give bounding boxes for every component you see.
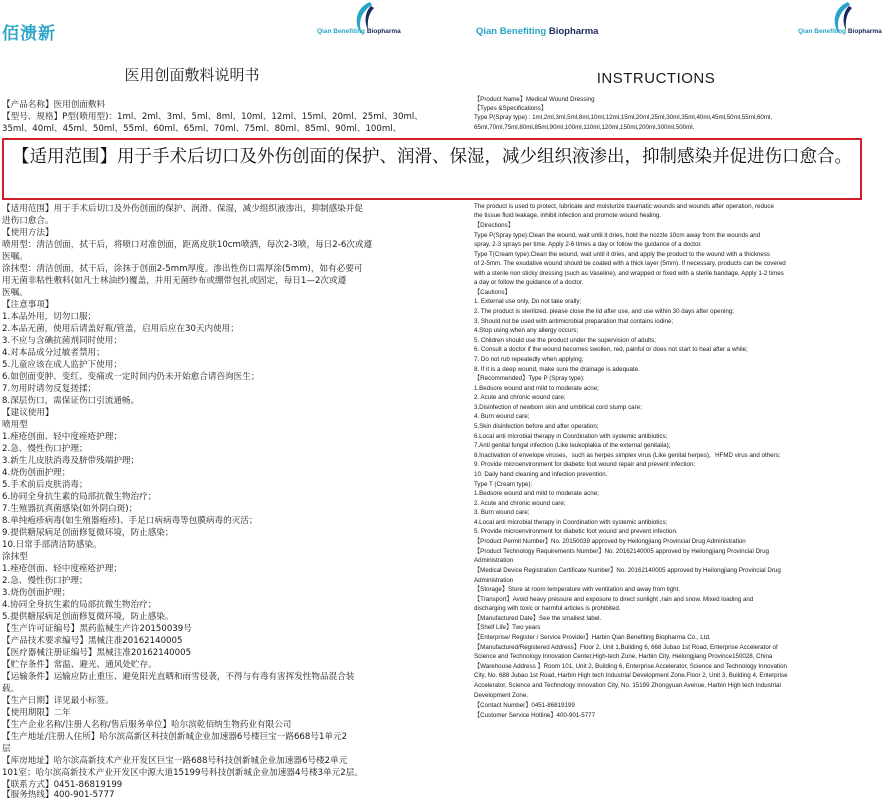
text-line: 2. Acute and chronic wound care; — [474, 500, 566, 507]
text-line: 进伤口愈合。 — [2, 216, 54, 226]
text-line: 7.Anti genital fungal infection (Like leukoplakia of the external genitalia); — [474, 442, 671, 449]
text-line: 9.提供糖尿病足创面修复微环境，防止感染； — [2, 528, 174, 538]
callout-text: 【适用范围】用于手术后切口及外伤创面的保护、润滑、保湿，减少组织液渗出，抑制感染并促进伤口愈合。 — [12, 147, 852, 167]
text-line: 1. External use only, Do not take orally; — [474, 298, 582, 305]
text-line: 【Medical Device Registration Certificate Number】No. 20162140005 approved by Heilongjiang Provincial Drug — [474, 567, 781, 574]
text-line: Type T (Cream type): — [474, 481, 533, 488]
text-line: 4.协同全身抗生素的局部抗微生物治疗； — [2, 600, 157, 610]
company-logo-right — [798, 0, 882, 42]
text-line: 【运输条件】运输应防止重压、避免阳光直晒和雨雪侵袭，不得与有毒有害挥发性物品混合装 — [2, 672, 355, 682]
text-line: 5.提供糖尿病足创面修复微环境，防止感染。 — [2, 612, 174, 622]
text-line: 【贮存条件】常温、避光、通风处贮存。 — [2, 660, 157, 670]
text-line: 6. Consult a doctor if the wound becomes swollen, red, painful or does not start to heal after a while; — [474, 346, 748, 353]
logo-suffix: Biopharma — [366, 28, 401, 35]
text-line: 【Storage】Store at room temperature with ventilation and away from light. — [474, 586, 681, 593]
text-line: spray. 2-3 sprays per time. Apply 2-6 times a day or follow the guidance of a doctor. — [474, 241, 702, 248]
text-line: 7.生殖器抗真菌感染(如外阴白斑)； — [2, 504, 138, 514]
text-line: 1.本品外用，切勿口服； — [2, 312, 97, 322]
text-line: Type P(Spray type):Clean the wound, wait until it dries, hold the nozzle 10cm away from the wounds and — [474, 232, 761, 239]
text-line: 【联系方式】0451-86819199 — [2, 780, 123, 790]
text-line: 涂抹型 — [2, 552, 28, 562]
text-line: 6.Local anti microbial therapy in Coordination with systemic antibiotics; — [474, 433, 668, 440]
text-line: 【生产许可证编号】黑药监械生产许20150039号 — [2, 624, 192, 634]
swoosh-logo-icon — [340, 0, 376, 42]
text-line: Accelerator, Science and Technology Innovation City, No. 15199 Zhongyuan Avenue, Harbin High tech Industrial — [474, 682, 781, 689]
text-line: of 2-5mm. The exudative wound should be coated with a thick layer (5mm). If necessary, products can be covered — [474, 260, 786, 267]
text-line: Science and Technology Innovation Center,High-tech Zone, Harbin City, Heilongjiang Province150028, China — [474, 653, 773, 660]
text-line: 涂抹型：清洁创面，拭干后，涂抹于创面2-5mm厚度。渗出性伤口需厚涂(5mm)，如有必要可 — [2, 264, 363, 274]
text-line: 【Directions】 — [474, 222, 514, 229]
text-line: 【Transport】Avoid heavy pressure and exposure to direct sunlight ,rain and snow. Mixed loading and — [474, 596, 754, 603]
text-line: 【Manufactured/Registered Address】Floor 2, Unit 1,Building 6, 668 Jubao 1st Road, Enterprise Accelerator of — [474, 644, 778, 651]
text-line: 【Customer Service Hotline】400-901-5777 — [474, 712, 596, 719]
text-line: 2. The product is sterilized, please close the lid after use, and use within 30 days after opening; — [474, 308, 734, 315]
text-line: 4.烧伤创面护理； — [2, 468, 71, 478]
text-line: 【使用方法】 — [2, 228, 54, 238]
text-line: 1.痤疮创面、轻中度痤疮护理； — [2, 432, 122, 442]
text-line: 【Cautions】 — [474, 289, 511, 296]
text-line: 【Product Technology Requirements Number】No. 20162140005 approved by Heilongjiang Provincial Drug — [474, 548, 769, 555]
text-line: 喷用型：清洁创面，拭干后，将喷口对准创面，距离皮肤10cm喷洒，每次2-3喷，每日2-6次或遵 — [2, 240, 373, 250]
text-line: 6.协同全身抗生素的局部抗微生物治疗； — [2, 492, 157, 502]
text-line: 5.儿童应该在成人监护下使用； — [2, 360, 122, 370]
text-line: 3.Disinfection of newborn skin and umbilical cord stump care; — [474, 404, 642, 411]
text-line: 3.不应与含碘抗菌剂同时使用； — [2, 336, 122, 346]
text-line: 3.烧伤创面护理； — [2, 588, 71, 598]
text-line: 35ml、40ml、45ml、50ml、55ml、60ml、65ml、70ml、75ml、80ml、85ml、90ml、100ml、 — [2, 124, 402, 134]
text-line: 65ml,70ml,75ml,80ml,85ml,90ml,100ml,110ml,120ml,150ml,200ml,300ml,500ml. — [474, 124, 695, 131]
text-line: 【医疗器械注册证编号】黑械注准20162140005 — [2, 648, 192, 658]
text-line: 用无菌非粘性敷料(如凡士林油纱)覆盖，并用无菌纱布或绷带包扎或固定，每日1—2次或遵 — [2, 276, 347, 286]
text-line: 【产品名称】医用创面敷料 — [2, 100, 106, 110]
text-line: Administration — [474, 577, 514, 584]
text-line: 【服务热线】400-901-5777 — [2, 790, 115, 800]
brand-name-cn: 佰溃新 — [2, 24, 56, 44]
text-line: 6.如创面变肿、变红、变痛或一定时间内仍未开始愈合请咨询医生； — [2, 372, 260, 382]
text-line: 2.本品无菌，使用后请盖好瓶/管盖，启用后应在30天内使用； — [2, 324, 239, 334]
text-line: 8.深层伤口，需保证伤口引流通畅。 — [2, 396, 140, 406]
brand-suffix: Biopharma — [548, 26, 599, 37]
text-line: 【型号、规格】P型(喷用型)：1ml、2ml、3ml、5ml、8ml、10ml、12ml、15ml、20ml、25ml、30ml、 — [2, 112, 423, 122]
swoosh-logo-icon — [818, 0, 854, 42]
text-line: 【生产企业名称/注册人名称/售后服务单位】哈尔滨乾佰纳生物药业有限公司 — [2, 720, 292, 730]
text-line: 1.Bedsore wound and mild to moderate acne; — [474, 385, 599, 392]
text-line: with a sterile non sticky dressing (such as Vaseline), and wrapped or fixed with a sterile bandage. Apply 1-2 times — [474, 270, 784, 277]
text-line: Administration — [474, 557, 514, 564]
text-line: 101室；哈尔滨高新技术产业开发区中源大道15199号科技创新城企业加速器4号楼3单元2层。 — [2, 768, 363, 778]
brand-name: Qian Benefiting — [476, 26, 547, 37]
document-title-en: INSTRUCTIONS — [596, 70, 716, 87]
text-line: The product is used to protect, lubricate and moisturize traumatic wounds and wounds after operation, reduce — [474, 203, 774, 210]
text-line: 【注意事项】 — [2, 300, 54, 310]
text-line: 喷用型 — [2, 420, 28, 430]
text-line: 7. Do not rub repeatedly when applying; — [474, 356, 584, 363]
text-line: 【Shelf Life】Two years — [474, 624, 541, 631]
text-line: 8.单纯疱疹病毒(如生殖器疱疹)、手足口病病毒等包膜病毒的灭活； — [2, 516, 258, 526]
text-line: 7.勿用时请勿反复搓揉； — [2, 384, 97, 394]
document-title-cn: 医用创面敷料说明书 — [124, 66, 260, 84]
text-line: 【库房地址】哈尔滨高新技术产业开发区巨宝一路688号科技创新城企业加速器6号楼2单元 — [2, 756, 348, 766]
text-line: 2. Acute and chronic wound care; — [474, 394, 566, 401]
text-line: Type P(Spray type) : 1ml,2ml,3ml,5ml,8ml,10ml,12ml,15ml,20ml,25ml,30ml,35ml,40ml,45ml,50ml,55ml,60ml, — [474, 114, 773, 121]
text-line: 10.日常手部清洁防感染。 — [2, 540, 102, 550]
text-line: 载。 — [2, 684, 20, 694]
text-line: 医嘱。 — [2, 252, 28, 262]
highlight-callout — [2, 138, 862, 200]
text-line: Development Zone. — [474, 692, 528, 699]
text-line: 2.急、慢性伤口护理； — [2, 444, 88, 454]
text-line: 【Types &Specifications】 — [474, 105, 547, 112]
text-line: 【使用期限】二年 — [2, 708, 71, 718]
text-line: 【适用范围】用于手术后切口及外伤创面的保护、润滑、保湿，减少组织液渗出，抑制感染并促 — [2, 204, 363, 214]
text-line: 【Enterprise/ Register / Service Provider】Harbin Qian Benefiting Biopharma Co., Ltd. — [474, 634, 711, 641]
text-line: 8.Inactivation of envelope viruses，such as herpes simplex virus (Like genital herpes)，HFMD virus and others; — [474, 452, 781, 459]
text-line: 3.新生儿皮肤消毒及脐带残端护理； — [2, 456, 140, 466]
logo-name: Qian Benefiting — [798, 28, 847, 35]
logo-wordmark — [317, 28, 401, 35]
text-line: City, No. 688 Jubao 1st Road, Harbin High tech Industrial Development Zone.Floor 2, Unit 3, Building 4, Enterprise — [474, 672, 788, 679]
company-logo — [317, 0, 401, 42]
text-line: 3. Should not be used with antimicrobial preparation that contains iodine; — [474, 318, 674, 325]
text-line: discharging with toxic or harmful articles is prohibited. — [474, 605, 621, 612]
text-line: 【Contact Number】0451-86819199 — [474, 702, 575, 709]
text-line: 4. Burn wound care; — [474, 413, 530, 420]
text-line: 【Manufactured Date】See the smallest label. — [474, 615, 602, 622]
text-line: 【生产地址/注册人住所】哈尔滨高新区科技创新城企业加速器6号楼巨宝一路668号1单元2 — [2, 732, 348, 742]
text-line: the tissue fluid leakage, inhibit infection and promote wound healing. — [474, 212, 662, 219]
text-line: 医嘱。 — [2, 288, 28, 298]
text-line: Type T(Cream type):Clean the wound, wait until it dries, and apply the product to the wound with a thickness — [474, 251, 771, 258]
text-line: 【建议使用】 — [2, 408, 54, 418]
text-line: 【Warehouse Address 】Room 101, Unit 2, Building 6, Enterprise Accelerator, Science and Technology Innovation — [474, 663, 787, 670]
text-line: 2.急、慢性伤口护理； — [2, 576, 88, 586]
text-line: 1.Bedsore wound and mild to moderate acne; — [474, 490, 599, 497]
text-line: 5. Children should use the product under the supervision of adults; — [474, 337, 656, 344]
text-line: 【Product Permit Number】No. 20150039 approved by Heilongjiang Provincial Drug Administration — [474, 538, 746, 545]
text-line: a day or follow the guidance of a doctor. — [474, 279, 584, 286]
text-line: 4.对本品成分过敏者禁用； — [2, 348, 105, 358]
text-line: 层 — [2, 744, 11, 754]
brand-name-en — [476, 26, 598, 37]
text-line: 3. Burn wound care; — [474, 509, 530, 516]
text-line: 1.痤疮创面、轻中度痤疮护理； — [2, 564, 122, 574]
text-line: 5. Provide microenvironment for diabetic foot wound and prevent infection. — [474, 528, 678, 535]
text-line: 4.Stop using when any allergy occurs; — [474, 327, 579, 334]
text-line: 【产品技术要求编号】黑械注准20162140005 — [2, 636, 183, 646]
text-line: 4.Local anti microbial therapy in Coordination with systemic antibiotics; — [474, 519, 668, 526]
text-line: 10. Daily hand cleaning and infection prevention. — [474, 471, 608, 478]
logo-name: Qian Benefiting — [317, 28, 366, 35]
text-line: 8. If it is a deep wound, make sure the drainage is adequate. — [474, 366, 640, 373]
logo-suffix: Biopharma — [847, 28, 882, 35]
text-line: 【生产日期】详见最小标签。 — [2, 696, 114, 706]
text-line: 5.手术前后皮肤消毒； — [2, 480, 88, 490]
text-line: 9. Provide microenvironment for diabetic foot wound repair and prevent infection; — [474, 461, 696, 468]
text-line: 【Product Name】Medical Wound Dressing — [474, 96, 595, 103]
text-line: 【Recommended】Type P (Spray type): — [474, 375, 585, 382]
logo-wordmark-right — [798, 28, 882, 35]
text-line: 5.Skin disinfection before and after operation; — [474, 423, 599, 430]
